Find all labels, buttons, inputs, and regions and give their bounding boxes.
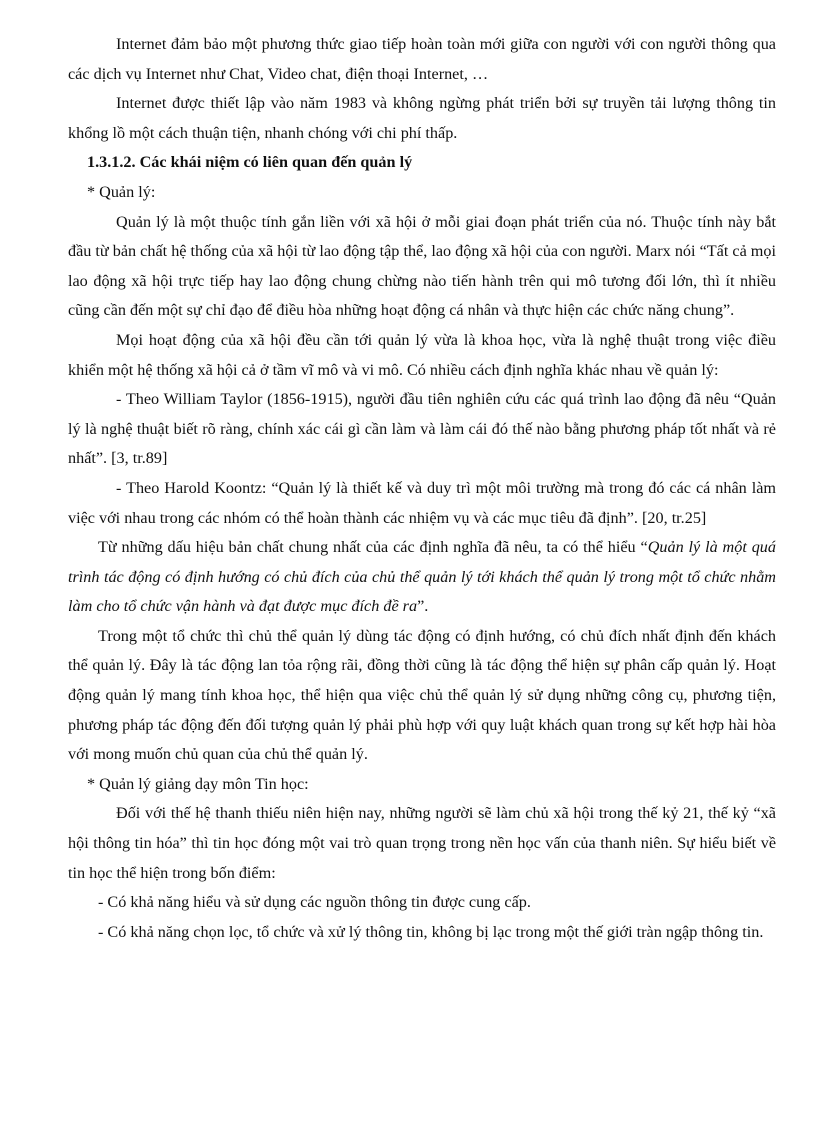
section-heading: 1.3.1.2. Các khái niệm có liên quan đến quản lý	[87, 153, 413, 172]
summary-italic-definition: Quản lý là một quá trình tác động có định hướng có chủ đích của chủ thể quản lý tới khách thể quản lý trong một tổ chức nhằm làm cho tổ chức vận hành và đạt được mục đích đề ra	[68, 538, 776, 616]
summary-lead-text: Từ những dấu hiệu bản chất chung nhất của các định nghĩa đã nêu, ta có thể hiểu “	[98, 538, 648, 557]
subheading-teaching-management: * Quản lý giảng dạy môn Tin học:	[87, 774, 309, 793]
list-item-understanding-info: - Có khả năng hiểu và sử dụng các nguồn thông tin được cung cấp.	[98, 893, 531, 912]
subheading-quan-ly: * Quản lý:	[87, 182, 156, 201]
paragraph-management-attribute: Quản lý là một thuộc tính gắn liền với xã hội ở mỗi giai đoạn phát triển của nó. Thuộc tính này bắt đầu từ bản chất hệ thống của xã hội từ lao động tập thể, lao động xã hội của con người. Marx nói “Tất cả mọi lao động xã hội trực tiếp hay lao động chung chừng nào tiến hành trên qui mô tương đối lớn, thì ít nhiều cũng cần đến một sự chỉ đạo để điều hòa những hoạt động cá nhân và thực hiện các chức năng chung”.	[68, 212, 776, 320]
document-page	[68, 30, 776, 947]
paragraph-management-subject: Trong một tổ chức thì chủ thể quản lý dùng tác động có định hướng, có chủ đích nhất định đến khách thể quản lý. Đây là tác động lan tỏa rộng rãi, đồng thời cũng là tác động thể hiện sự phân cấp quản lý. Hoạt động quản lý mang tính khoa học, thể hiện qua việc chủ thể quản lý sử dụng những công cụ, phương tiện, phương pháp tác động đến đối tượng quản lý phải phù hợp với quy luật khách quan trong sự kết hợp hài hòa với mong muốn chủ quan của chủ thể quản lý.	[68, 626, 776, 764]
summary-tail-text: ”.	[417, 597, 429, 616]
paragraph-taylor-definition: - Theo William Taylor (1856-1915), người đầu tiên nghiên cứu các quá trình lao động đã nêu “Quản lý là nghệ thuật biết rõ ràng, chính xác cái gì cần làm và làm cái đó thế nào bằng phương pháp tốt nhất và rẻ nhất”. [3, tr.89]	[68, 390, 776, 468]
paragraph-youth-informatics: Đối với thế hệ thanh thiếu niên hiện nay, những người sẽ làm chủ xã hội trong thế kỷ 21, thế kỷ “xã hội thông tin hóa” thì tin học đóng một vai trò quan trọng trong nền học vấn của thanh niên. Sự hiểu biết về tin học thể hiện trong bốn điểm:	[68, 804, 776, 882]
paragraph-koontz-definition: - Theo Harold Koontz: “Quản lý là thiết kế và duy trì một môi trường mà trong đó các cá nhân làm việc với nhau trong các nhóm có thể hoàn thành các nhiệm vụ và các mục tiêu đã định”. [20, tr.25]	[68, 478, 776, 527]
paragraph-management-definitions: Mọi hoạt động của xã hội đều cần tới quản lý vừa là khoa học, vừa là nghệ thuật trong việc điều khiển một hệ thống xã hội cả ở tầm vĩ mô và vi mô. Có nhiều cách định nghĩa khác nhau về quản lý:	[68, 330, 776, 379]
paragraph-internet-communication: Internet đảm bảo một phương thức giao tiếp hoàn toàn mới giữa con người với con người thông qua các dịch vụ Internet như Chat, Video chat, điện thoại Internet, …	[68, 35, 776, 83]
paragraph-summary-definition	[68, 533, 776, 622]
paragraph-internet-history: Internet được thiết lập vào năm 1983 và không ngừng phát triển bởi sự truyền tải lượng thông tin khổng lồ một cách thuận tiện, nhanh chóng với chi phí thấp.	[68, 94, 776, 142]
list-item-processing-info: - Có khả năng chọn lọc, tổ chức và xử lý thông tin, không bị lạc trong một thế giới tràn ngập thông tin.	[98, 922, 764, 941]
